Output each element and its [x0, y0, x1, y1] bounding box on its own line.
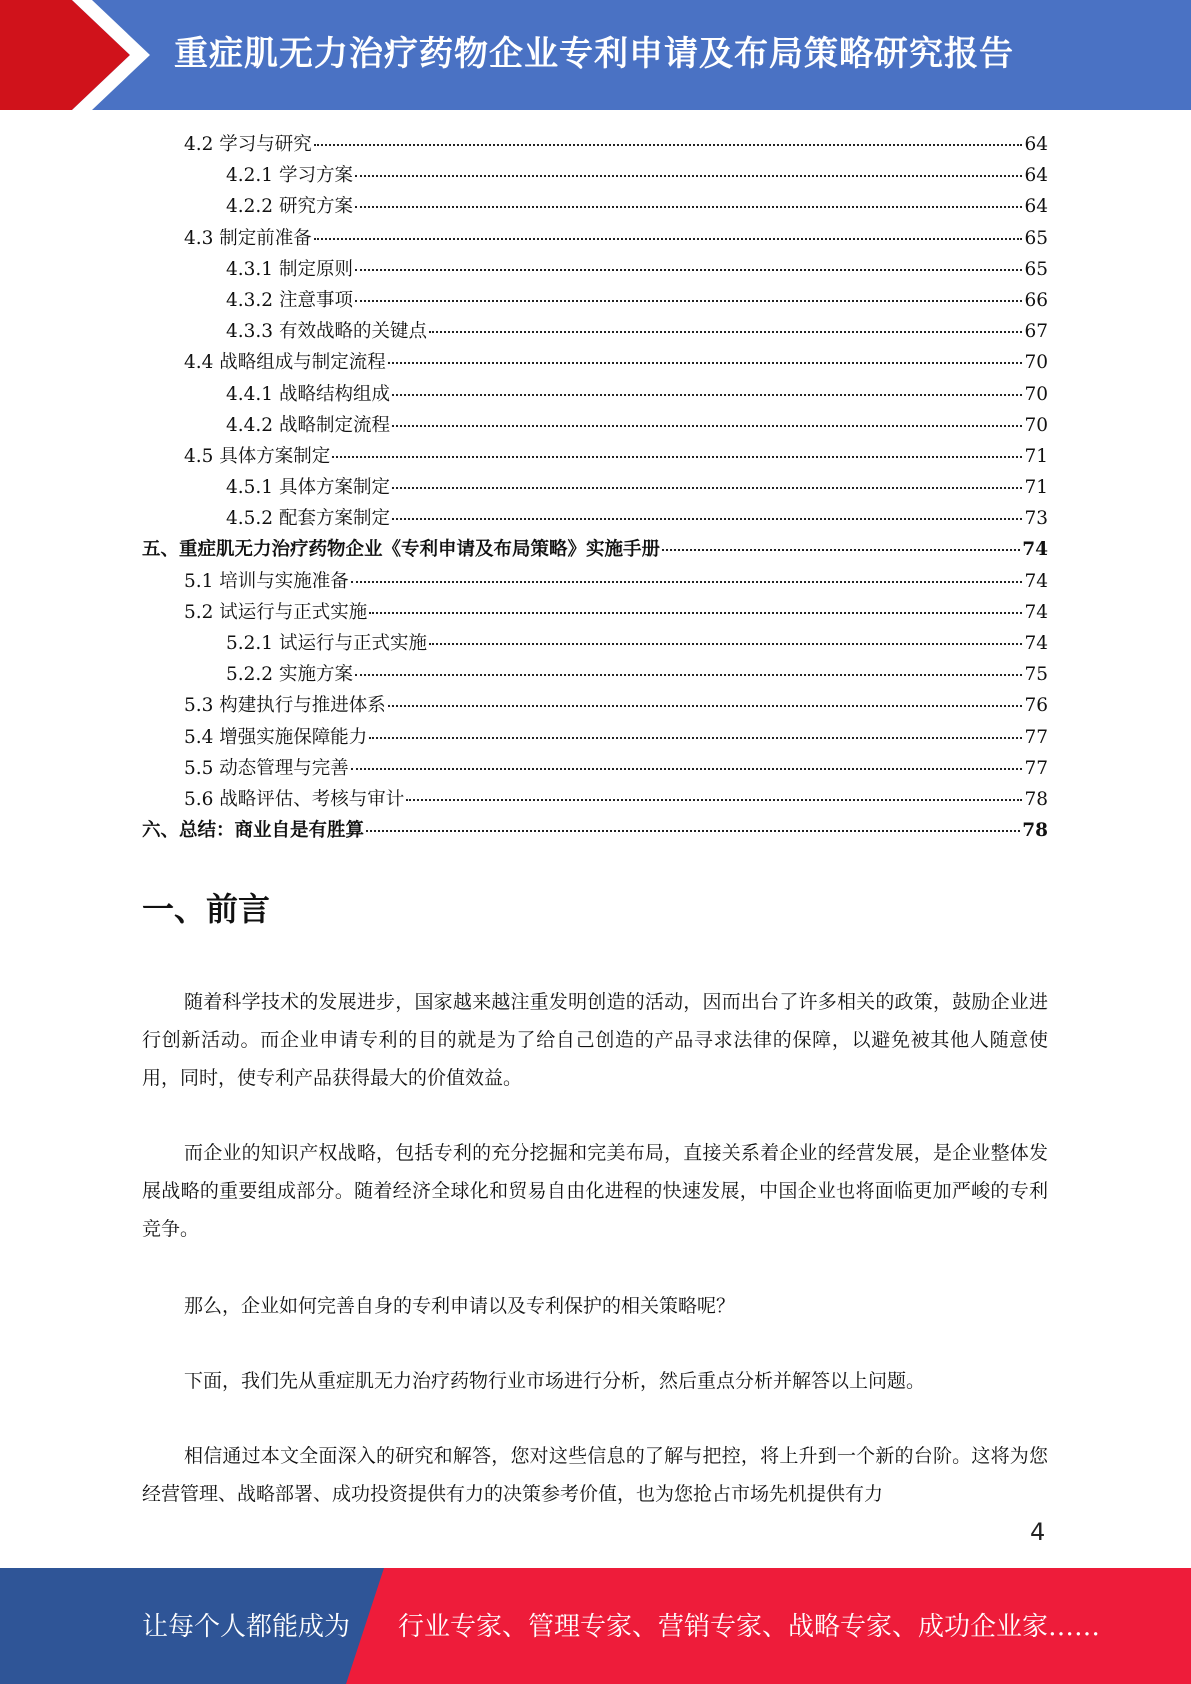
toc-entry-label: 4.3.3 有效战略的关键点: [226, 321, 427, 343]
toc-entry-label: 4.2.2 研究方案: [226, 196, 353, 218]
toc-entry-label: 5.1 培训与实施准备: [184, 570, 349, 592]
toc-leader-dots: [662, 529, 1020, 551]
toc-leader-dots: [355, 654, 1023, 676]
toc-entry-label: 4.5.2 配套方案制定: [226, 508, 390, 530]
toc-leader-dots: [369, 592, 1022, 614]
toc-entry-label: 5.3 构建执行与推进体系: [184, 695, 386, 717]
toc-entry-page: 70: [1024, 414, 1048, 436]
toc-entry-label: 六、总结：商业自是有胜算: [142, 820, 365, 842]
toc-leader-dots: [355, 249, 1023, 271]
toc-leader-dots: [369, 717, 1022, 739]
toc-entry-page: 65: [1024, 227, 1048, 249]
toc-entry-page: 65: [1024, 258, 1048, 280]
toc-leader-dots: [314, 218, 1023, 240]
toc-entry-label: 5.5 动态管理与完善: [184, 757, 349, 779]
toc-entry-label: 5.2.1 试运行与正式实施: [226, 633, 427, 654]
toc-entry-page: 78: [1022, 820, 1048, 842]
paragraph-1: 随着科学技术的发展进步，国家越来越注重发明创造的活动，因而出台了许多相关的政策，鼓励企业进行创新活动。而企业申请专利的目的就是为了给自己创造的产品寻求法律的保障，以避免被其他人随意使用，同时，使专利产品获得最大的价值效益。: [142, 991, 1048, 1089]
toc-entry[interactable]: [142, 814, 1048, 845]
toc-entry-label: 4.3 制定前准备: [184, 227, 312, 249]
section-heading: 一、前言: [142, 890, 271, 928]
toc-leader-dots: [388, 685, 1023, 707]
toc-leader-dots: [355, 280, 1023, 302]
toc-leader-dots: [351, 748, 1023, 770]
toc-leader-dots: [366, 810, 1020, 832]
footer-slogan-left: 让每个人都能成为: [142, 1612, 351, 1642]
toc-entry-page: 67: [1024, 321, 1048, 343]
toc-leader-dots: [429, 311, 1022, 333]
toc-entry-page: 77: [1024, 757, 1048, 779]
toc-leader-dots: [388, 342, 1023, 364]
toc-entry-label: 5.2 试运行与正式实施: [184, 601, 368, 623]
toc-entry-label: 4.4 战略组成与制定流程: [184, 352, 386, 374]
toc-entry-page: 78: [1024, 788, 1048, 810]
toc-leader-dots: [332, 436, 1022, 458]
toc-entry-page: 71: [1024, 477, 1048, 499]
toc-leader-dots: [355, 186, 1023, 208]
footer-banner: [0, 1568, 1191, 1684]
toc-entry-page: 73: [1024, 508, 1048, 530]
toc-entry-label: 4.5 具体方案制定: [184, 445, 331, 467]
toc-entry-page: 74: [1024, 633, 1048, 654]
toc-entry-label: 4.3.1 制定原则: [226, 258, 353, 280]
toc-leader-dots: [406, 779, 1022, 801]
toc-entry-page: 77: [1024, 726, 1048, 748]
footer-slogan-right: 行业专家、管理专家、营销专家、战略专家、成功企业家……: [398, 1612, 1101, 1642]
page-number: 4: [1030, 1518, 1046, 1546]
paragraph-4: 下面，我们先从重症肌无力治疗药物行业市场进行分析，然后重点分析并解答以上问题。: [184, 1370, 926, 1392]
toc-leader-dots: [355, 155, 1023, 177]
toc-entry-label: 5.2.2 实施方案: [226, 664, 353, 686]
toc-leader-dots: [429, 623, 1022, 645]
header-banner: [0, 0, 1191, 110]
toc-entry-label: 4.3.2 注意事项: [226, 289, 353, 311]
toc-entry-label: 4.4.2 战略制定流程: [226, 414, 390, 436]
toc-entry-label: 4.2 学习与研究: [184, 134, 312, 155]
toc-entry-page: 64: [1024, 134, 1048, 155]
toc-entry-label: 5.6 战略评估、考核与审计: [184, 788, 405, 810]
toc-entry-page: 64: [1024, 165, 1048, 187]
toc-entry-label: 4.5.1 具体方案制定: [226, 477, 390, 499]
toc-leader-dots: [392, 498, 1022, 520]
toc-leader-dots: [392, 405, 1022, 427]
toc-leader-dots: [392, 374, 1022, 396]
toc-leader-dots: [314, 124, 1023, 146]
paragraph-3: 那么，企业如何完善自身的专利申请以及专利保护的相关策略呢？: [184, 1295, 736, 1317]
table-of-contents: [142, 128, 1048, 845]
toc-entry-page: 74: [1024, 570, 1048, 592]
toc-entry-page: 71: [1024, 445, 1048, 467]
toc-entry-page: 74: [1024, 601, 1048, 623]
toc-leader-dots: [351, 561, 1023, 583]
document-title: 重症肌无力治疗药物企业专利申请及布局策略研究报告: [174, 34, 1014, 74]
toc-entry-page: 70: [1024, 383, 1048, 405]
toc-entry-label: 4.2.1 学习方案: [226, 165, 353, 187]
toc-leader-dots: [392, 467, 1022, 489]
toc-entry-label: 5.4 增强实施保障能力: [184, 726, 368, 748]
toc-entry-page: 75: [1024, 664, 1048, 686]
toc-entry-page: 64: [1024, 196, 1048, 218]
paragraph-2: 而企业的知识产权战略，包括专利的充分挖掘和完美布局，直接关系着企业的经营发展，是企业整体发展战略的重要组成部分。随着经济全球化和贸易自由化进程的快速发展，中国企业也将面临更加严峻的专利竞争。: [142, 1142, 1048, 1240]
toc-entry-page: 76: [1024, 695, 1048, 717]
toc-entry-label: 4.4.1 战略结构组成: [226, 383, 390, 405]
toc-entry-page: 70: [1024, 352, 1048, 374]
toc-entry-page: 74: [1022, 539, 1048, 561]
paragraph-5: 相信通过本文全面深入的研究和解答，您对这些信息的了解与把控，将上升到一个新的台阶。这将为您经营管理、战略部署、成功投资提供有力的决策参考价值，也为您抢占市场先机提供有力: [142, 1445, 1048, 1505]
toc-entry-label: 五、重症肌无力治疗药物企业《专利申请及布局策略》实施手册: [142, 539, 661, 561]
toc-entry-page: 66: [1024, 289, 1048, 311]
